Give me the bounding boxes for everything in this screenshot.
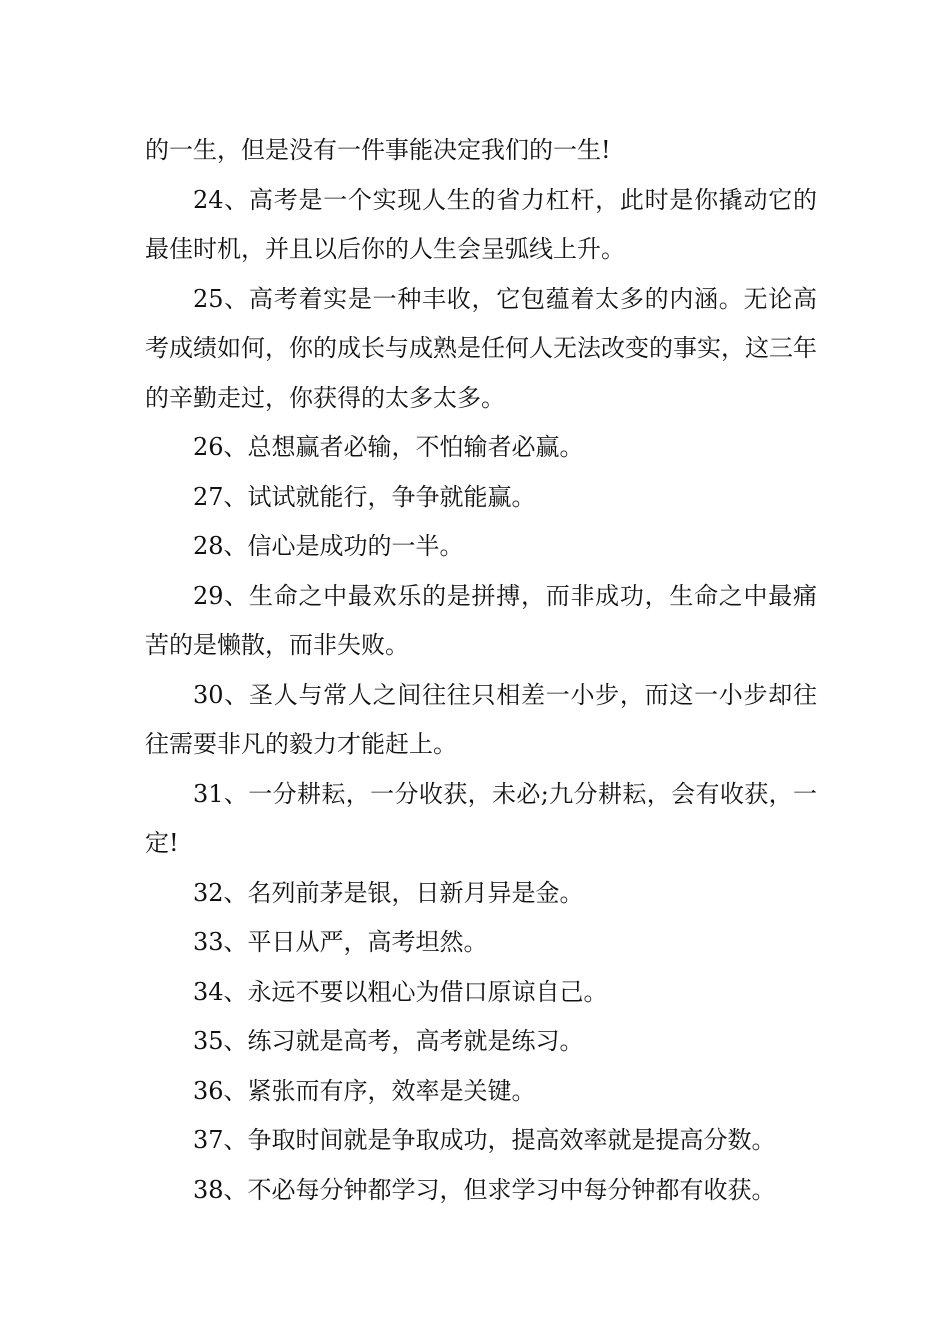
paragraph-36: 36、紧张而有序，效率是关键。 [193,1076,536,1105]
paragraph-35: 35、练习就是高考，高考就是练习。 [193,1027,584,1055]
paragraph-31: 31、一分耕耘，一分收获，未必;九分耕耘，会有收获，一定! [145,779,817,857]
paragraph-29: 29、生命之中最欢乐的是拼搏，而非成功，生命之中最痛苦的是懒散，而非失败。 [145,581,817,659]
paragraph-continuation: 的一生，但是没有一件事能决定我们的一生! [145,136,611,164]
paragraph-37: 37、争取时间就是争取成功，提高效率就是提高分数。 [193,1126,776,1154]
paragraph-33: 33、平日从严，高考坦然。 [193,928,488,956]
paragraph-28: 28、信心是成功的一半。 [193,532,464,560]
paragraph-32: 32、名列前茅是银，日新月异是金。 [193,878,584,907]
paragraph-27: 27、试试就能行，争争就能赢。 [193,482,536,511]
paragraph-24: 24、高考是一个实现人生的省力杠杆，此时是你撬动它的最佳时机，并且以后你的人生会呈弧线上升。 [145,185,817,263]
paragraph-30: 30、圣人与常人之间往往只相差一小步，而这一小步却往往需要非凡的毅力才能赶上。 [145,680,817,758]
paragraph-26: 26、总想赢者必输，不怕输者必赢。 [193,433,584,461]
document-body [145,126,817,1215]
paragraph-25: 25、高考着实是一种丰收，它包蕴着太多的内涵。无论高考成绩如何，你的成长与成熟是任何人无法改变的事实，这三年的辛勤走过，你获得的太多太多。 [145,284,817,412]
paragraph-38: 38、不必每分钟都学习，但求学习中每分钟都有收获。 [193,1175,776,1204]
paragraph-34: 34、永远不要以粗心为借口原谅自己。 [193,977,608,1006]
